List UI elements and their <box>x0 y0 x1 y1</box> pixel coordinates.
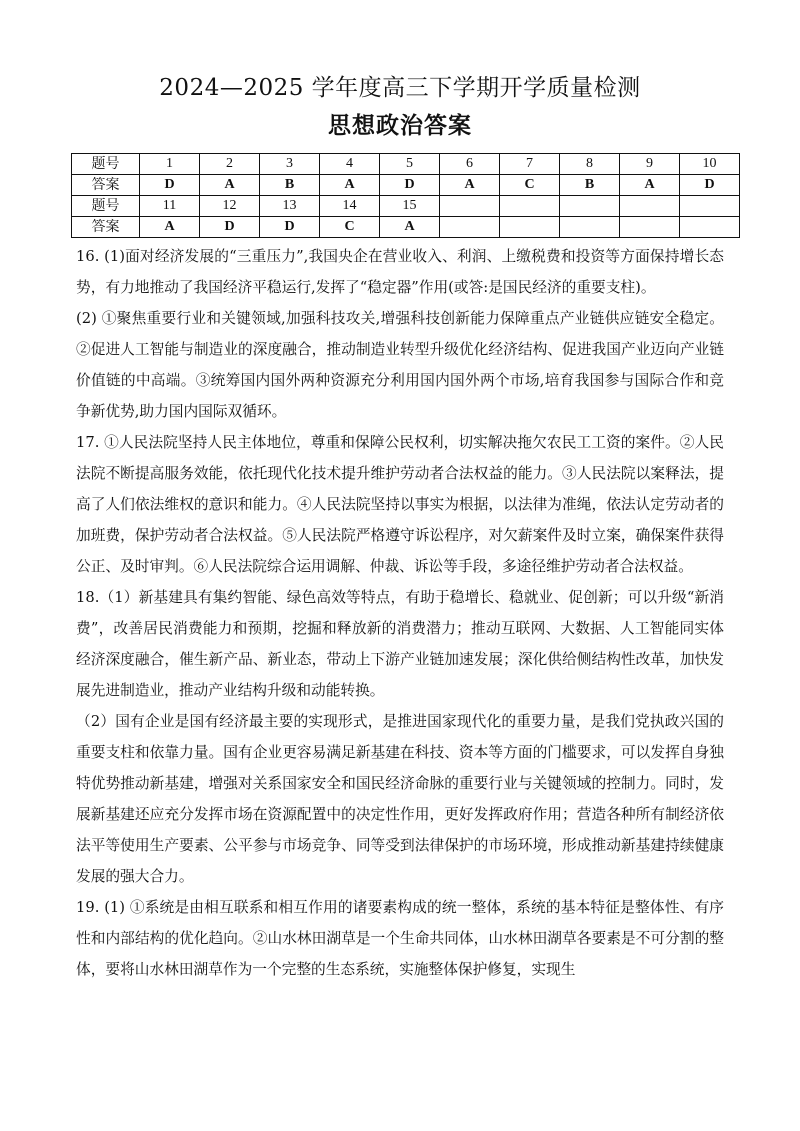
answer-paragraph-18-2: （2）国有企业是国有经济最主要的实现形式，是推进国家现代化的重要力量，是我们党执政兴国的重要支柱和依靠力量。国有企业更容易满足新基建在科技、资本等方面的门槛要求，可以发挥自身独特优势推动新基建，增强对关系国家安全和国民经济命脉的重要行业与关键领域的控制力。同时，发展新基建还应充分发挥市场在资源配置中的决定性作用，更好发挥政府作用；营造各种所有制经济依法平等使用生产要素、公平参与市场竞争、同等受到法律保护的市场环境，形成推动新基建持续健康发展的强大合力。 <box>76 713 724 885</box>
question-number: 8 <box>560 154 620 175</box>
question-number: 7 <box>500 154 560 175</box>
answer-cell <box>500 217 560 238</box>
question-number <box>620 196 680 217</box>
question-number: 15 <box>380 196 440 217</box>
question-number: 5 <box>380 154 440 175</box>
question-number: 12 <box>200 196 260 217</box>
question-number <box>440 196 500 217</box>
answer-cell: D <box>200 217 260 238</box>
answer-cell: A <box>440 175 500 196</box>
answer-cell: A <box>200 175 260 196</box>
answer-cell: A <box>320 175 380 196</box>
answer-paragraph-17: 17. ①人民法院坚持人民主体地位，尊重和保障公民权利，切实解决拖欠农民工工资的案件。②人民法院不断提高服务效能，依托现代化技术提升维护劳动者合法权益的能力。③人民法院以案释法，提高了人们依法维权的意识和能力。④人民法院坚持以事实为根据，以法律为准绳，依法认定劳动者的加班费，保护劳动者合法权益。⑤人民法院严格遵守诉讼程序，对欠薪案件及时立案，确保案件获得公正、及时审判。⑥人民法院综合运用调解、仲裁、诉讼等手段，多途径维护劳动者合法权益。 <box>76 434 724 575</box>
answer-paragraph-16-1: 16. (1)面对经济发展的“三重压力”,我国央企在营业收入、利润、上缴税费和投资等方面保持增长态势，有力地推动了我国经济平稳运行,发挥了“稳定器”作用(或答:是国民经济的重要支柱)。 <box>76 248 724 296</box>
answer-cell <box>440 217 500 238</box>
question-number: 6 <box>440 154 500 175</box>
answer-cell: A <box>620 175 680 196</box>
answer-body <box>76 241 724 985</box>
table-row <box>72 154 740 175</box>
question-number: 14 <box>320 196 380 217</box>
answer-cell: C <box>500 175 560 196</box>
answer-paragraph-19-1: 19. (1) ①系统是由相互联系和相互作用的诸要素构成的统一整体，系统的基本特征是整体性、有序性和内部结构的优化趋向。②山水林田湖草是一个生命共同体，山水林田湖草各要素是不可分割的整体，要将山水林田湖草作为一个完整的生态系统，实施整体保护修复，实现生 <box>76 899 724 978</box>
question-number: 3 <box>260 154 320 175</box>
question-number <box>680 196 740 217</box>
answer-paragraph-18-1: 18.（1）新基建具有集约智能、绿色高效等特点，有助于稳增长、稳就业、促创新；可以升级“新消费”，改善居民消费能力和预期，挖掘和释放新的消费潜力；推动互联网、大数据、人工智能同实体经济深度融合，催生新产品、新业态，带动上下游产业链加速发展；深化供给侧结构性改革，加快发展先进制造业，推动产业结构升级和动能转换。 <box>76 589 724 699</box>
table-row <box>72 217 740 238</box>
question-number: 11 <box>140 196 200 217</box>
question-number: 10 <box>680 154 740 175</box>
row-label-answer: 答案 <box>72 175 140 196</box>
answer-cell: B <box>260 175 320 196</box>
answer-paragraph-16-2: (2) ①聚焦重要行业和关键领域,加强科技攻关,增强科技创新能力保障重点产业链供应链安全稳定。②促进人工智能与制造业的深度融合，推动制造业转型升级优化经济结构、促进我国产业迈向产业链价值链的中高端。③统筹国内国外两种资源充分利用国内国外两个市场,培育我国参与国际合作和竞争新优势,助力国内国际双循环。 <box>76 310 724 420</box>
answer-table <box>71 153 740 238</box>
table-row <box>72 196 740 217</box>
row-label-question: 题号 <box>72 196 140 217</box>
page-title: 2024—2025 学年度高三下学期开学质量检测 <box>159 75 641 101</box>
question-number: 9 <box>620 154 680 175</box>
question-number: 4 <box>320 154 380 175</box>
question-number: 1 <box>140 154 200 175</box>
answer-cell: D <box>140 175 200 196</box>
question-number <box>500 196 560 217</box>
answer-cell <box>680 217 740 238</box>
answer-cell: C <box>320 217 380 238</box>
page-subtitle: 思想政治答案 <box>328 112 472 139</box>
question-number <box>560 196 620 217</box>
answer-cell: D <box>380 175 440 196</box>
question-number: 13 <box>260 196 320 217</box>
table-row <box>72 175 740 196</box>
answer-cell: D <box>260 217 320 238</box>
answer-cell: A <box>140 217 200 238</box>
answer-cell <box>620 217 680 238</box>
answer-cell <box>560 217 620 238</box>
answer-cell: B <box>560 175 620 196</box>
answer-cell: D <box>680 175 740 196</box>
row-label-question: 题号 <box>72 154 140 175</box>
answer-cell: A <box>380 217 440 238</box>
row-label-answer: 答案 <box>72 217 140 238</box>
question-number: 2 <box>200 154 260 175</box>
